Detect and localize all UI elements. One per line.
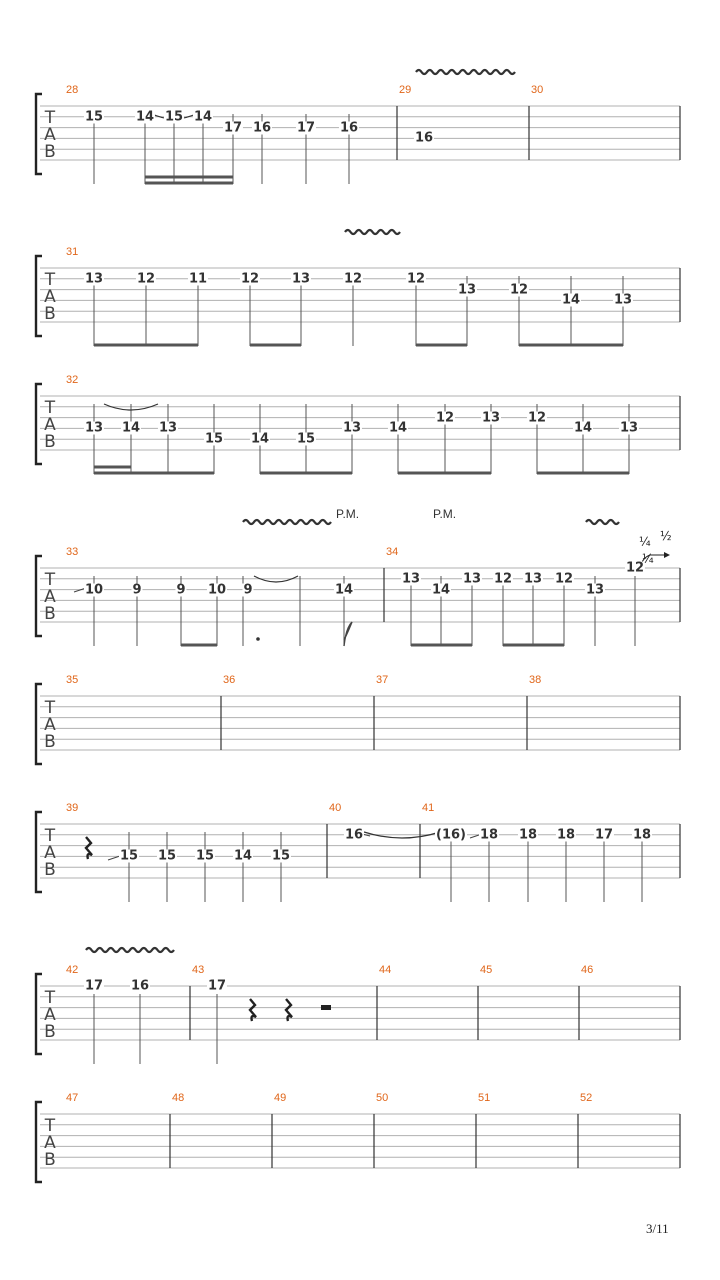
- measure-number: 51: [478, 1092, 491, 1104]
- quarter-rest: [250, 999, 256, 1021]
- fret-number: 12: [343, 271, 363, 287]
- tab-clef-letter: B: [44, 860, 56, 880]
- palm-mute-label: P.M.: [433, 507, 457, 521]
- beam: [503, 644, 564, 647]
- measure-number: 31: [66, 246, 79, 258]
- fret-number: 17: [207, 978, 227, 994]
- tab-clef-letter: A: [44, 587, 56, 607]
- beam: [145, 176, 233, 179]
- fret-number: 13: [158, 420, 178, 436]
- half-rest: [321, 1005, 331, 1010]
- measure-number: 50: [376, 1092, 389, 1104]
- measure-number: 39: [66, 802, 79, 814]
- tab-clef-letter: B: [44, 142, 56, 162]
- measure-number: 52: [580, 1092, 593, 1104]
- measure-number: 41: [422, 802, 435, 814]
- measure-number: 36: [223, 674, 236, 686]
- note-flag: [344, 622, 352, 646]
- fret-number: 13: [481, 410, 501, 426]
- fret-number: 12: [136, 271, 156, 287]
- fret-number: 17: [84, 978, 104, 994]
- tab-clef-letter: T: [44, 270, 56, 290]
- fret-number: 16: [339, 120, 359, 136]
- measure-number: 34: [386, 546, 399, 558]
- fret-number: 14: [388, 420, 408, 436]
- fret-number: 9: [132, 582, 142, 598]
- fret-number: 12: [625, 560, 645, 576]
- fret-number: 10: [84, 582, 104, 598]
- fret-number: 13: [523, 571, 543, 587]
- measure-number: 38: [529, 674, 542, 686]
- fret-number: 15: [296, 431, 316, 447]
- measure-number: 42: [66, 964, 79, 976]
- fret-number: 12: [435, 410, 455, 426]
- fret-number: 12: [406, 271, 426, 287]
- bend-arrowhead: [664, 552, 670, 558]
- measure-number: 32: [66, 374, 79, 386]
- palm-mute-label: P.M.: [336, 507, 360, 521]
- measure-number: 35: [66, 674, 79, 686]
- beam: [250, 344, 301, 347]
- fret-number: 13: [342, 420, 362, 436]
- fret-number: 16: [252, 120, 272, 136]
- fret-number: 15: [157, 848, 177, 864]
- fret-number: 12: [509, 282, 529, 298]
- fret-number: 12: [493, 571, 513, 587]
- tab-clef-letter: A: [44, 125, 56, 145]
- beam: [519, 344, 623, 347]
- fret-number: 13: [613, 292, 633, 308]
- fret-number: 14: [135, 109, 155, 125]
- vibrato-line: [86, 948, 174, 952]
- tab-clef-letter: T: [44, 698, 56, 718]
- bend-amount-label: ½: [660, 529, 672, 543]
- measure-number: 29: [399, 84, 412, 96]
- fret-number: 18: [556, 827, 576, 843]
- measure-number: 40: [329, 802, 342, 814]
- fret-number: 15: [84, 109, 104, 125]
- fret-number: 13: [585, 582, 605, 598]
- tab-clef-letter: A: [44, 287, 56, 307]
- measure-number: 30: [531, 84, 544, 96]
- measure-number: 28: [66, 84, 79, 96]
- tab-clef-letter: B: [44, 1150, 56, 1170]
- fret-number: 17: [223, 120, 243, 136]
- measure-number: 37: [376, 674, 389, 686]
- page-number: 3/11: [646, 1221, 669, 1236]
- fret-number: 14: [250, 431, 270, 447]
- tab-clef-letter: B: [44, 732, 56, 752]
- beam: [94, 472, 214, 475]
- measure-number: 45: [480, 964, 493, 976]
- beam: [94, 344, 198, 347]
- measure-number: 49: [274, 1092, 287, 1104]
- quarter-rest: [286, 999, 292, 1021]
- tab-clef-letter: A: [44, 415, 56, 435]
- fret-number: 14: [121, 420, 141, 436]
- fret-number: 14: [193, 109, 213, 125]
- fret-number: 16: [344, 827, 364, 843]
- measure-number: 47: [66, 1092, 79, 1104]
- tab-clef-letter: A: [44, 843, 56, 863]
- fret-number: 15: [164, 109, 184, 125]
- tab-clef-letter: A: [44, 1005, 56, 1025]
- fret-number: 17: [594, 827, 614, 843]
- fret-number: 12: [554, 571, 574, 587]
- beam: [416, 344, 467, 347]
- tab-clef-letter: T: [44, 826, 56, 846]
- fret-number: 18: [479, 827, 499, 843]
- fret-number: 13: [401, 571, 421, 587]
- bend-amount-label: ¼: [642, 552, 654, 566]
- augmentation-dot: [256, 637, 260, 641]
- fret-number: (16): [436, 827, 466, 843]
- tab-clef-letter: T: [44, 988, 56, 1008]
- fret-number: 13: [291, 271, 311, 287]
- tab-clef-letter: T: [44, 1116, 56, 1136]
- fret-number: 15: [204, 431, 224, 447]
- fret-number: 14: [561, 292, 581, 308]
- beam: [145, 182, 233, 185]
- fret-number: 13: [462, 571, 482, 587]
- beam: [181, 644, 217, 647]
- measure-number: 48: [172, 1092, 185, 1104]
- fret-number: 15: [195, 848, 215, 864]
- fret-number: 9: [243, 582, 253, 598]
- tab-clef-letter: T: [44, 398, 56, 418]
- bend-amount-label: ¼: [639, 535, 651, 549]
- tab-clef-letter: A: [44, 715, 56, 735]
- fret-number: 11: [188, 271, 208, 287]
- beam: [411, 644, 472, 647]
- tab-clef-letter: T: [44, 570, 56, 590]
- beam: [260, 472, 352, 475]
- tab-clef-letter: B: [44, 432, 56, 452]
- fret-number: 14: [334, 582, 354, 598]
- fret-number: 15: [271, 848, 291, 864]
- fret-number: 12: [527, 410, 547, 426]
- fret-number: 17: [296, 120, 316, 136]
- fret-number: 13: [457, 282, 477, 298]
- fret-number: 14: [573, 420, 593, 436]
- tab-clef-letter: B: [44, 1022, 56, 1042]
- measure-number: 46: [581, 964, 594, 976]
- fret-number: 14: [431, 582, 451, 598]
- fret-number: 12: [240, 271, 260, 287]
- quarter-rest: [86, 837, 92, 859]
- fret-number: 15: [119, 848, 139, 864]
- fret-number: 9: [176, 582, 186, 598]
- tab-clef-letter: A: [44, 1133, 56, 1153]
- vibrato-line: [416, 70, 515, 74]
- tab-clef-letter: B: [44, 604, 56, 624]
- tab-clef-letter: T: [44, 108, 56, 128]
- beam: [398, 472, 491, 475]
- beam: [94, 466, 131, 469]
- fret-number: 10: [207, 582, 227, 598]
- fret-number: 13: [84, 271, 104, 287]
- fret-number: 16: [130, 978, 150, 994]
- tab-clef-letter: B: [44, 304, 56, 324]
- fret-number: 18: [518, 827, 538, 843]
- measure-number: 44: [379, 964, 392, 976]
- fret-number: 14: [233, 848, 253, 864]
- measure-number: 43: [192, 964, 205, 976]
- vibrato-line: [586, 520, 619, 524]
- fret-number: 18: [632, 827, 652, 843]
- measure-number: 33: [66, 546, 79, 558]
- vibrato-line: [345, 230, 400, 234]
- vibrato-line: [243, 520, 331, 524]
- beam: [537, 472, 629, 475]
- fret-number: 16: [414, 130, 434, 146]
- fret-number: 13: [619, 420, 639, 436]
- fret-number: 13: [84, 420, 104, 436]
